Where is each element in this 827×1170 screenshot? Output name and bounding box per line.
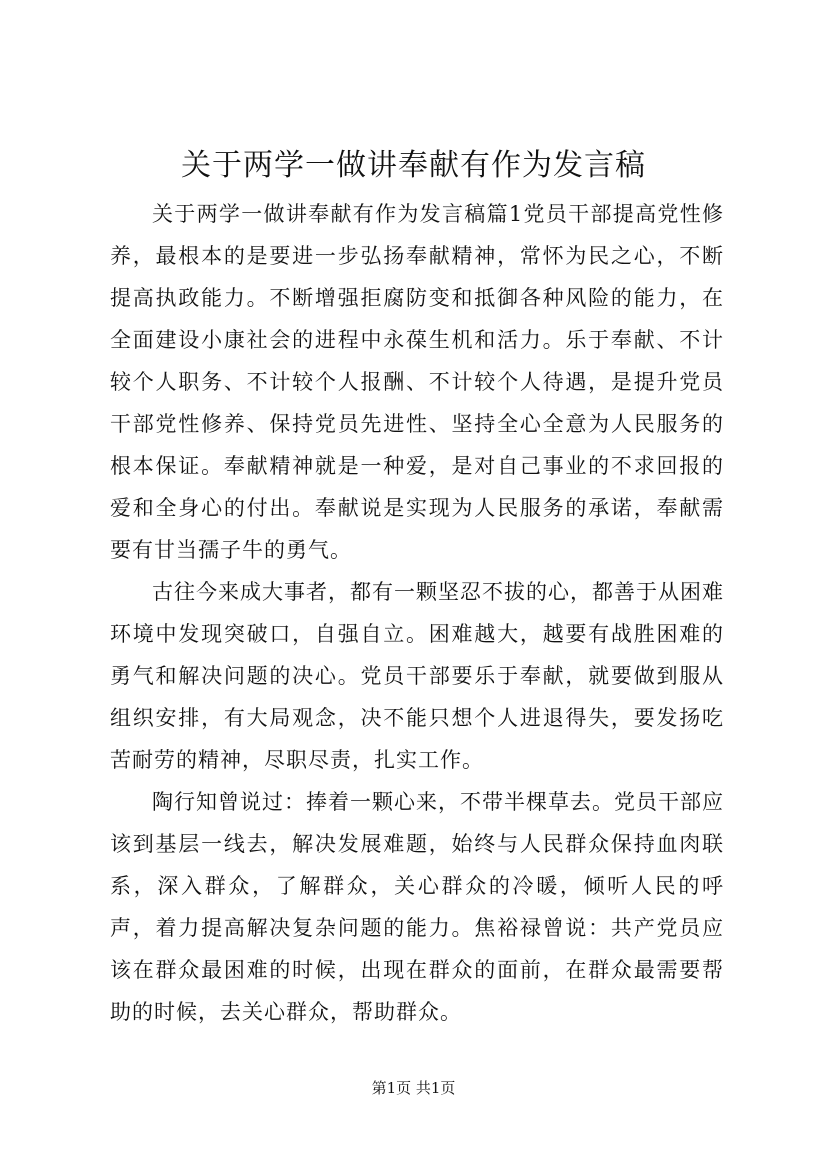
document-title: 关于两学一做讲奉献有作为发言稿 (181, 148, 646, 183)
paragraph-2: 古往今来成大事者，都有一颗坚忍不拔的心，都善于从困难环境中发现突破口，自强自立。困难越大，越要有战胜困难的勇气和解决问题的决心。党员干部要乐于奉献，就要做到服从组织安排，有大局观念，决不能只想个人进退得失，要发扬吃苦耐劳的精神，尽职尽责，扎实工作。 (110, 580, 724, 772)
paragraph-1: 关于两学一做讲奉献有作为发言稿篇1党员干部提高党性修养，最根本的是要进一步弘扬奉献精神，常怀为民之心，不断提高执政能力。不断增强拒腐防变和抵御各种风险的能力，在全面建设小康社会的进程中永葆生机和活力。乐于奉献、不计较个人职务、不计较个人报酬、不计较个人待遇，是提升党员干部党性修养、保持党员先进性、坚持全心全意为人民服务的根本保证。奉献精神就是一种爱，是对自己事业的不求回报的爱和全身心的付出。奉献说是实现为人民服务的承诺，奉献需要有甘当孺子牛的勇气。 (110, 202, 724, 562)
page-number-footer: 第1页 共1页 (371, 1079, 456, 1097)
paragraph-3: 陶行知曾说过：捧着一颗心来，不带半棵草去。党员干部应该到基层一线去，解决发展难题，始终与人民群众保持血肉联系，深入群众，了解群众，关心群众的冷暖，倾听人民的呼声，着力提高解决复杂问题的能力。焦裕禄曾说：共产党员应该在群众最困难的时候，出现在群众的面前，在群众最需要帮助的时候，去关心群众，帮助群众。 (110, 790, 724, 1024)
document-body (110, 193, 724, 1033)
